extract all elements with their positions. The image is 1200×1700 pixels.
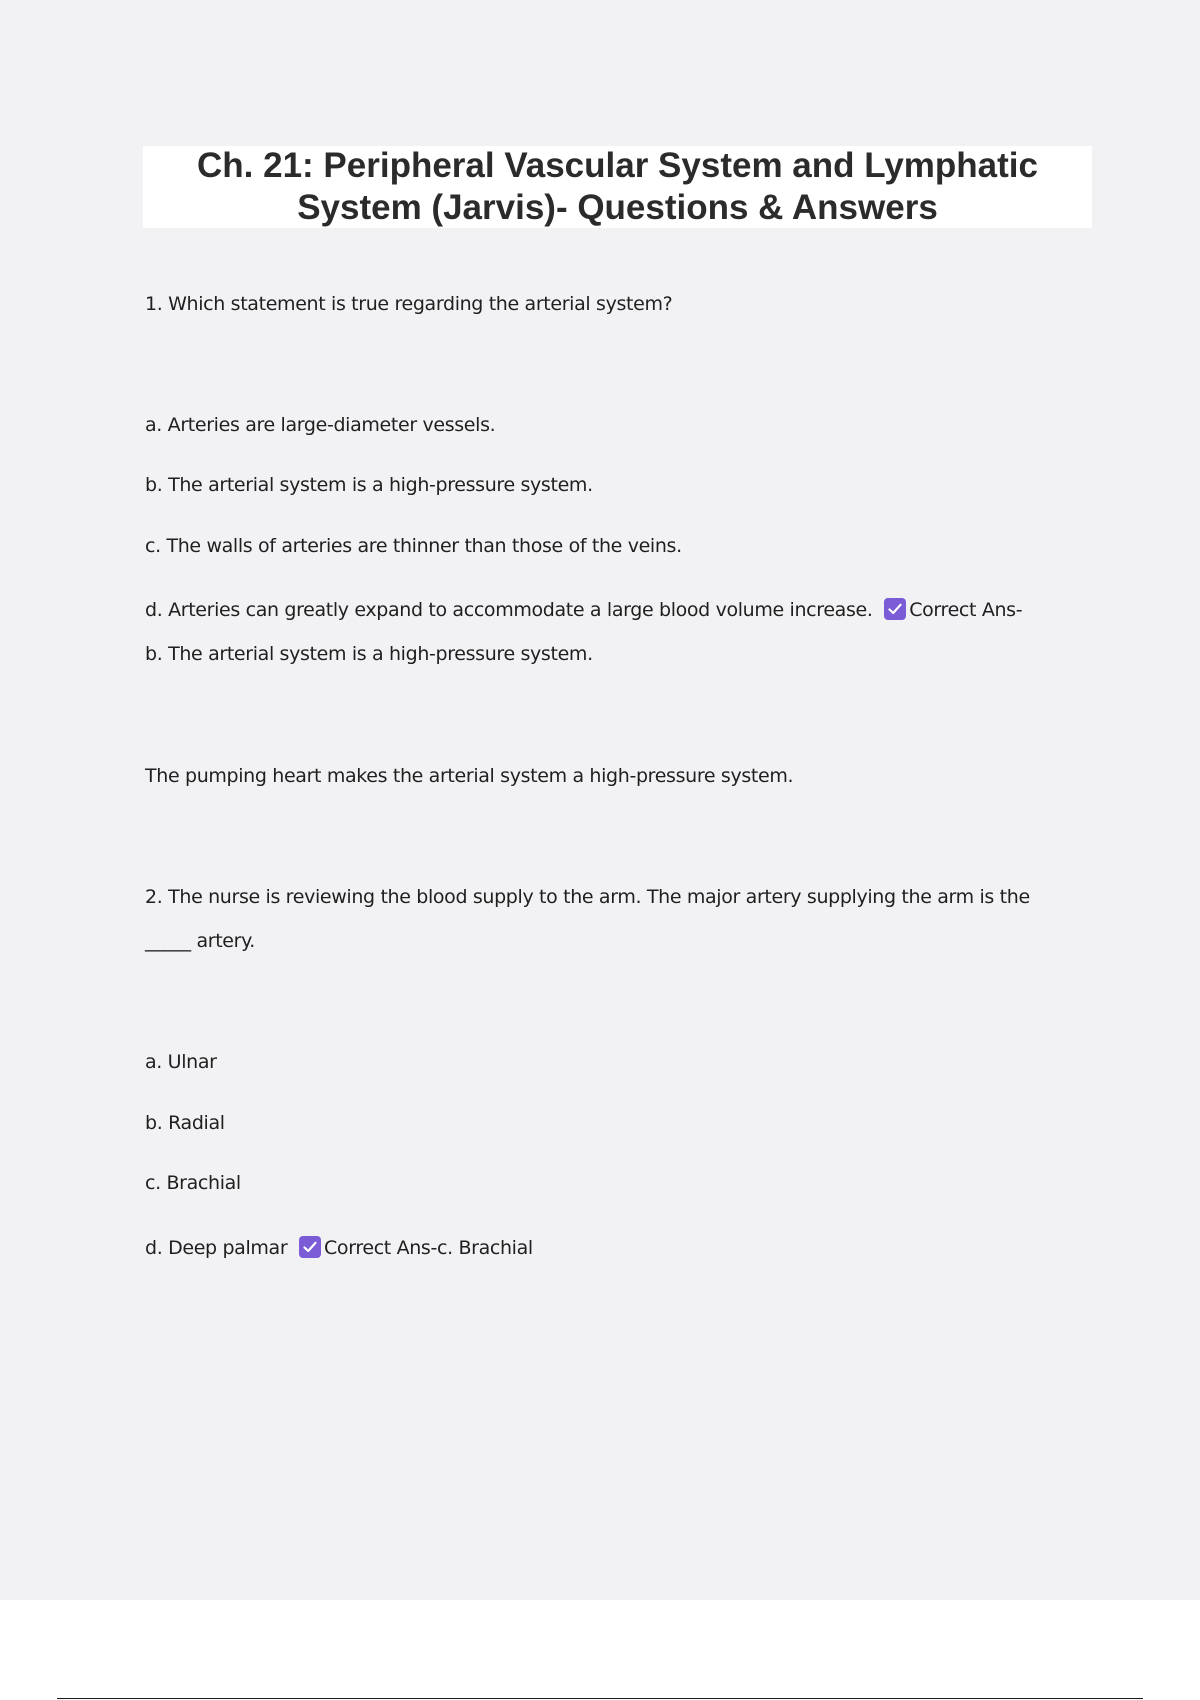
question-1-option-d: d. Arteries can greatly expand to accommodate a large blood volume increase.: [145, 599, 873, 621]
question-2-answer: Correct Ans-c. Brachial: [324, 1237, 533, 1259]
footer-divider: [57, 1698, 1143, 1699]
question-1-answer-label: Correct Ans-: [909, 599, 1023, 621]
question-1-option-d-row: [145, 598, 1022, 622]
question-2-option-b: b. Radial: [145, 1112, 225, 1134]
question-1-text: 1. Which statement is true regarding the arterial system?: [145, 293, 673, 315]
question-2-text-line-2: _____ artery.: [145, 930, 255, 952]
title-banner: [143, 146, 1092, 228]
question-1-option-a: a. Arteries are large-diameter vessels.: [145, 414, 496, 436]
question-2-option-d: d. Deep palmar: [145, 1237, 288, 1259]
question-2-text-line-1: 2. The nurse is reviewing the blood supply to the arm. The major artery supplying the arm is the: [145, 886, 1030, 908]
check-box-icon: [884, 598, 906, 620]
question-1-option-b: b. The arterial system is a high-pressure system.: [145, 474, 593, 496]
question-1-option-c: c. The walls of arteries are thinner than those of the veins.: [145, 535, 682, 557]
page-title: Ch. 21: Peripheral Vascular System and Lymphatic System (Jarvis)- Questions & Answers: [197, 146, 1038, 227]
question-2-option-c: c. Brachial: [145, 1172, 241, 1194]
question-1-rationale: The pumping heart makes the arterial system a high-pressure system.: [145, 765, 794, 787]
question-2-option-d-row: [145, 1236, 533, 1260]
check-box-icon: [299, 1236, 321, 1258]
question-2-option-a: a. Ulnar: [145, 1051, 217, 1073]
question-1-answer-continued: b. The arterial system is a high-pressure system.: [145, 643, 593, 665]
